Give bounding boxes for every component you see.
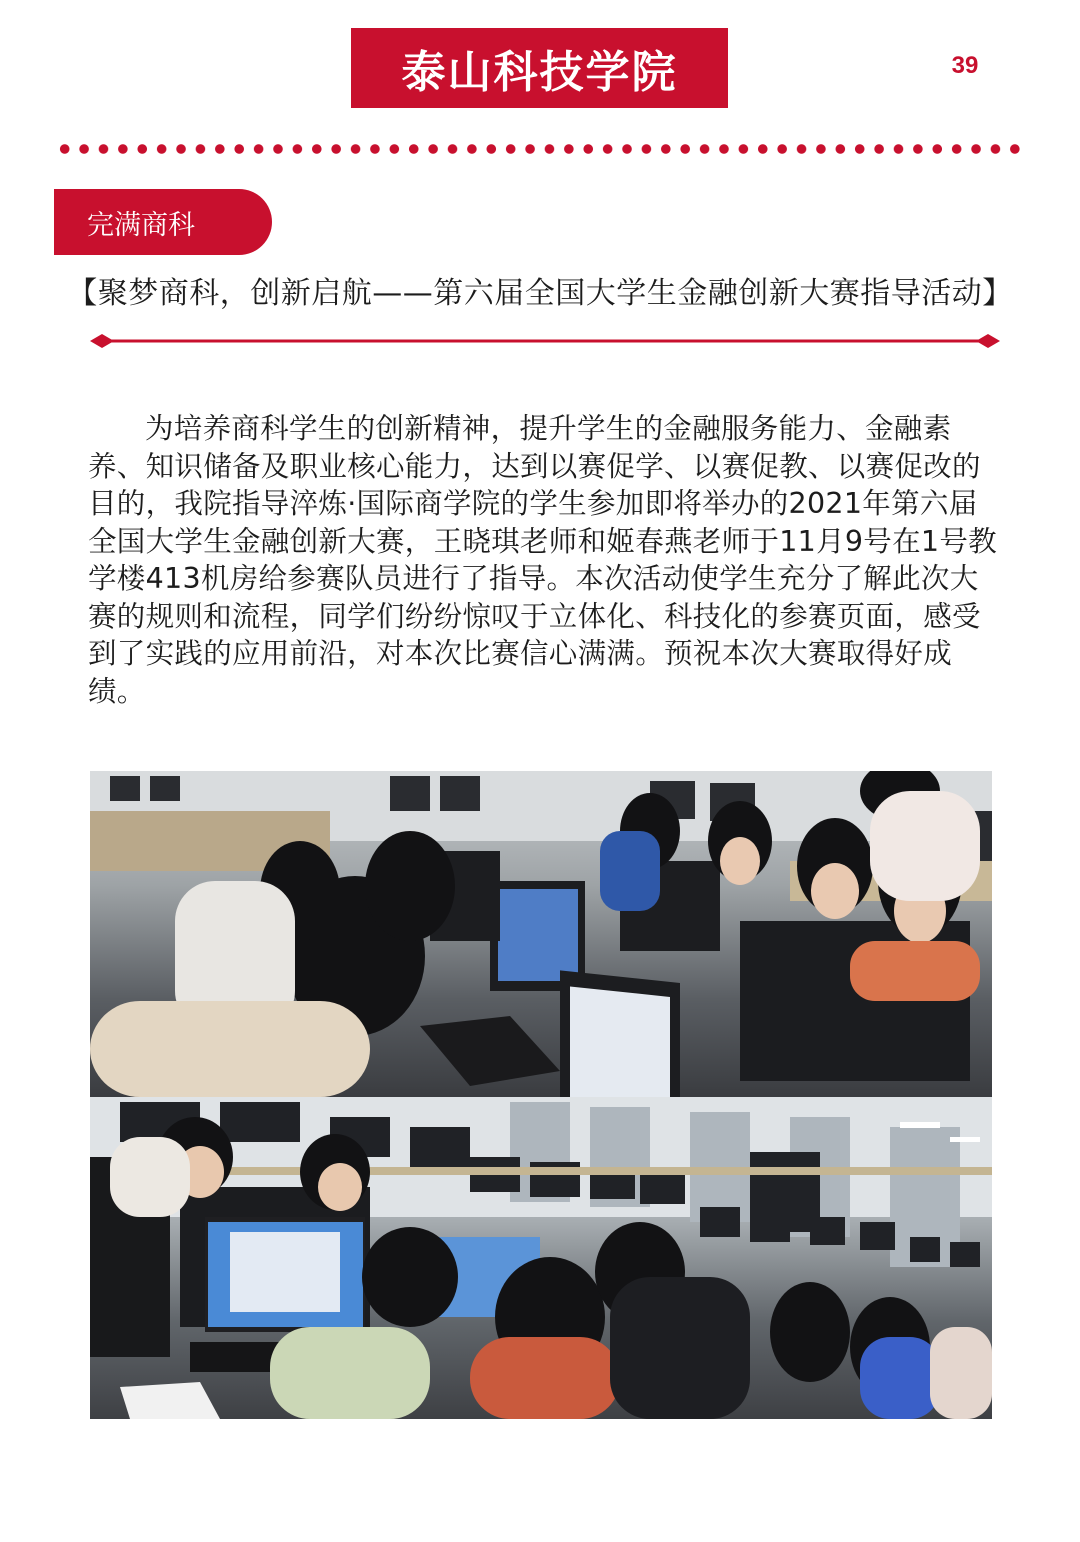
article-headline: 【聚梦商科，创新启航——第六届全国大学生金融创新大赛指导活动】 [67, 276, 1013, 311]
diamond-divider [90, 330, 1000, 352]
classroom-photo-1 [90, 771, 992, 1097]
classroom-photo-2 [90, 1097, 992, 1419]
article-paragraph: 为培养商科学生的创新精神，提升学生的金融服务能力、金融素养、知识储备及职业核心能力，达到以赛促学、以赛促教、以赛促改的目的，我院指导淬炼·国际商学院的学生参加即将举办的2021年第六届全国大学生金融创新大赛，王晓琪老师和姬春燕老师于11月9号在1号教学楼413机房给参赛队员进行了指导。本次活动使学生充分了解此次大赛的规则和流程，同学们纷纷惊叹于立体化、科技化的参赛页面，感受到了实践的应用前沿，对本次比赛信心满满。预祝本次大赛取得好成绩。 [88, 412, 997, 708]
page-number: 39 [951, 52, 979, 79]
header-title: 泰山科技学院 [351, 28, 728, 108]
dotted-divider [55, 139, 1025, 159]
section-tag [54, 189, 272, 255]
section-tag-label: 完满商科 [87, 209, 195, 241]
